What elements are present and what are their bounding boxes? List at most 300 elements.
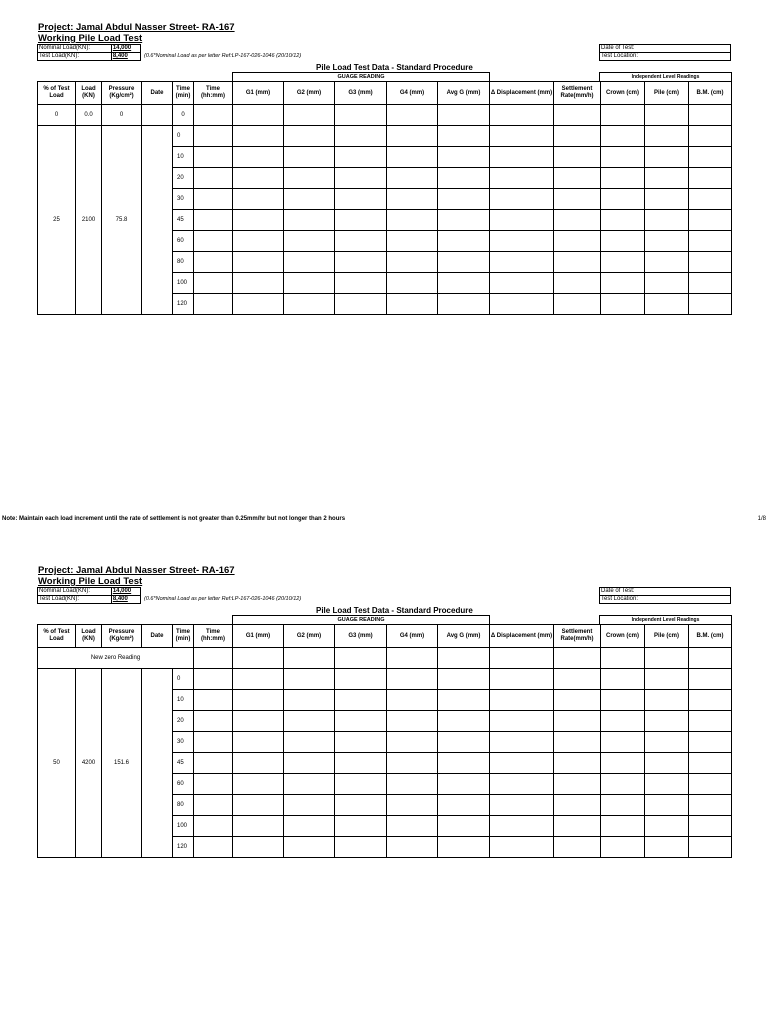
empty-cell xyxy=(438,273,490,294)
empty-cell xyxy=(387,837,438,858)
empty-cell xyxy=(554,231,601,252)
empty-cell xyxy=(335,690,387,711)
column-header: Load (KN) xyxy=(76,625,102,648)
empty-cell xyxy=(438,837,490,858)
empty-cell xyxy=(233,795,284,816)
column-header: Time (min) xyxy=(173,82,194,105)
empty-cell xyxy=(387,147,438,168)
empty-cell xyxy=(194,711,233,732)
empty-cell xyxy=(554,711,601,732)
empty-cell xyxy=(554,273,601,294)
empty-cell xyxy=(284,210,335,231)
empty-cell xyxy=(689,168,732,189)
empty-cell xyxy=(335,669,387,690)
empty-cell xyxy=(554,294,601,315)
empty-cell xyxy=(284,711,335,732)
empty-cell xyxy=(438,774,490,795)
empty-cell xyxy=(689,252,732,273)
stage-pressure: 151.6 xyxy=(102,669,142,858)
header-row xyxy=(38,82,732,105)
empty-cell xyxy=(490,816,554,837)
date-of-test-label: Date of Test: xyxy=(600,588,731,596)
time-min-cell: 0 xyxy=(173,669,194,690)
empty-cell xyxy=(490,732,554,753)
empty-cell xyxy=(284,252,335,273)
empty-cell xyxy=(284,753,335,774)
empty-cell xyxy=(554,189,601,210)
empty-cell xyxy=(438,294,490,315)
column-header: Settlement Rate(mm/h) xyxy=(554,82,601,105)
independent-level-header: Independent Level Readings xyxy=(599,615,732,624)
empty-cell xyxy=(438,126,490,147)
empty-cell xyxy=(689,147,732,168)
time-min-cell: 60 xyxy=(173,231,194,252)
empty-cell xyxy=(554,126,601,147)
empty-cell xyxy=(335,774,387,795)
empty-cell xyxy=(554,816,601,837)
empty-cell xyxy=(689,126,732,147)
empty-cell xyxy=(601,711,645,732)
empty-cell xyxy=(194,252,233,273)
empty-cell xyxy=(490,690,554,711)
empty-cell xyxy=(601,837,645,858)
empty-cell xyxy=(194,816,233,837)
empty-cell xyxy=(601,795,645,816)
empty-cell xyxy=(438,690,490,711)
empty-cell xyxy=(284,189,335,210)
empty-cell xyxy=(233,147,284,168)
empty-cell xyxy=(689,711,732,732)
empty-cell xyxy=(335,711,387,732)
empty-cell xyxy=(284,147,335,168)
time-min-cell: 0 xyxy=(173,126,194,147)
empty-cell xyxy=(645,231,689,252)
column-header: Time (hh:mm) xyxy=(194,82,233,105)
empty-cell xyxy=(601,816,645,837)
column-header: Settlement Rate(mm/h) xyxy=(554,625,601,648)
empty-cell xyxy=(645,168,689,189)
document-subtitle: Working Pile Load Test xyxy=(38,33,143,44)
empty-cell xyxy=(645,753,689,774)
empty-cell xyxy=(490,252,554,273)
empty-cell xyxy=(194,126,233,147)
empty-cell xyxy=(490,795,554,816)
empty-cell xyxy=(689,669,732,690)
column-header: % of Test Load xyxy=(38,625,76,648)
empty-cell xyxy=(233,252,284,273)
empty-cell xyxy=(554,669,601,690)
empty-cell xyxy=(554,753,601,774)
reference-note: (0.6*Nominal Load as per letter Ref:LP-167-026-1046 (20/10/12) xyxy=(144,53,302,59)
column-header: B.M. (cm) xyxy=(689,82,732,105)
empty-cell xyxy=(689,816,732,837)
empty-cell xyxy=(689,774,732,795)
empty-cell xyxy=(645,816,689,837)
empty-cell xyxy=(284,126,335,147)
empty-cell xyxy=(645,774,689,795)
test-info-table xyxy=(599,44,731,61)
empty-cell xyxy=(490,753,554,774)
empty-cell xyxy=(601,210,645,231)
empty-cell xyxy=(233,690,284,711)
column-header: Date xyxy=(142,82,173,105)
project-title: Project: Jamal Abdul Nasser Street- RA-167 xyxy=(38,565,235,576)
empty-cell xyxy=(194,669,233,690)
time-min-cell: 10 xyxy=(173,690,194,711)
column-header: Pile (cm) xyxy=(645,625,689,648)
sheet-1 xyxy=(0,20,768,350)
empty-cell xyxy=(645,837,689,858)
empty-cell xyxy=(490,210,554,231)
empty-cell xyxy=(335,189,387,210)
empty-cell xyxy=(490,231,554,252)
empty-cell xyxy=(284,816,335,837)
empty-cell xyxy=(335,753,387,774)
empty-cell xyxy=(194,168,233,189)
empty-cell xyxy=(689,732,732,753)
empty-cell xyxy=(645,795,689,816)
time-min-cell: 100 xyxy=(173,273,194,294)
empty-cell xyxy=(387,774,438,795)
column-header: Pressure (Kg/cm²) xyxy=(102,625,142,648)
empty-cell xyxy=(554,168,601,189)
data-table xyxy=(37,81,732,315)
empty-cell xyxy=(194,147,233,168)
column-header: G3 (mm) xyxy=(335,82,387,105)
test-location-label: Test Location: xyxy=(600,53,731,61)
empty-cell xyxy=(233,816,284,837)
time-min-cell: 80 xyxy=(173,795,194,816)
column-header: Date xyxy=(142,625,173,648)
empty-cell xyxy=(284,690,335,711)
time-min-cell: 30 xyxy=(173,732,194,753)
empty-cell xyxy=(284,732,335,753)
empty-cell xyxy=(335,816,387,837)
empty-cell xyxy=(284,294,335,315)
zero-pct: 0 xyxy=(38,105,76,126)
empty-cell xyxy=(554,690,601,711)
empty-cell xyxy=(645,210,689,231)
empty-cell xyxy=(689,273,732,294)
empty-cell xyxy=(233,189,284,210)
empty-cell xyxy=(387,273,438,294)
column-header: Δ Displacement (mm) xyxy=(490,625,554,648)
stage-date xyxy=(142,669,173,858)
empty-cell xyxy=(387,294,438,315)
stage-load: 4200 xyxy=(76,669,102,858)
empty-cell xyxy=(645,126,689,147)
time-min-cell: 120 xyxy=(173,294,194,315)
empty-cell xyxy=(194,774,233,795)
empty-cell xyxy=(335,210,387,231)
new-zero-row xyxy=(38,648,732,669)
footer-note: Note: Maintain each load increment until the rate of settlement is not greater than 0.25mm/hr but not longer than 2 hours xyxy=(2,516,346,522)
empty-cell xyxy=(194,273,233,294)
empty-cell xyxy=(554,774,601,795)
empty-cell xyxy=(490,273,554,294)
empty-cell xyxy=(554,837,601,858)
empty-cell xyxy=(689,795,732,816)
empty-cell xyxy=(194,231,233,252)
empty-cell xyxy=(284,795,335,816)
time-min-cell: 120 xyxy=(173,837,194,858)
column-header: G1 (mm) xyxy=(233,625,284,648)
empty-cell xyxy=(601,294,645,315)
empty-cell xyxy=(194,690,233,711)
empty-cell xyxy=(438,732,490,753)
empty-cell xyxy=(689,189,732,210)
document-subtitle: Working Pile Load Test xyxy=(38,576,143,587)
empty-cell xyxy=(233,168,284,189)
empty-cell xyxy=(233,732,284,753)
empty-cell xyxy=(554,147,601,168)
nominal-load-label: Nominal Load(KN): xyxy=(38,45,112,53)
empty-cell xyxy=(233,669,284,690)
column-header: G2 (mm) xyxy=(284,82,335,105)
test-location-label: Test Location: xyxy=(600,596,731,604)
empty-cell xyxy=(689,753,732,774)
empty-cell xyxy=(601,732,645,753)
empty-cell xyxy=(194,837,233,858)
reference-note: (0.6*Nominal Load as per letter Ref:LP-167-026-1046 (20/10/12) xyxy=(144,596,302,602)
zero-date xyxy=(142,105,173,126)
empty-cell xyxy=(490,126,554,147)
column-header: % of Test Load xyxy=(38,82,76,105)
column-header: Crown (cm) xyxy=(601,82,645,105)
empty-cell xyxy=(233,210,284,231)
empty-cell xyxy=(284,669,335,690)
empty-cell xyxy=(689,294,732,315)
column-header: Time (hh:mm) xyxy=(194,625,233,648)
header-row xyxy=(38,625,732,648)
empty-cell xyxy=(645,252,689,273)
test-load-value: 8,400 xyxy=(111,596,140,604)
empty-cell xyxy=(387,711,438,732)
empty-cell xyxy=(645,189,689,210)
empty-cell xyxy=(601,147,645,168)
project-title: Project: Jamal Abdul Nasser Street- RA-167 xyxy=(38,22,235,33)
empty-cell xyxy=(689,837,732,858)
empty-cell xyxy=(387,669,438,690)
time-min-cell: 80 xyxy=(173,252,194,273)
zero-row xyxy=(38,105,732,126)
empty-cell xyxy=(233,774,284,795)
empty-cell xyxy=(601,690,645,711)
empty-cell xyxy=(601,126,645,147)
empty-cell xyxy=(284,837,335,858)
table-row xyxy=(38,126,732,147)
test-info-table xyxy=(599,587,731,604)
column-header: Time (min) xyxy=(173,625,194,648)
empty-cell xyxy=(490,837,554,858)
column-header: G4 (mm) xyxy=(387,625,438,648)
empty-cell xyxy=(554,210,601,231)
nominal-load-value: 14,000 xyxy=(111,588,140,596)
table-title: Pile Load Test Data - Standard Procedure xyxy=(316,63,473,72)
guage-reading-header: GUAGE READING xyxy=(232,72,490,81)
empty-cell xyxy=(601,189,645,210)
empty-cell xyxy=(438,147,490,168)
empty-cell xyxy=(335,147,387,168)
load-info-table xyxy=(37,44,141,61)
zero-load: 0.0 xyxy=(76,105,102,126)
independent-level-header: Independent Level Readings xyxy=(599,72,732,81)
empty-cell xyxy=(387,753,438,774)
empty-cell xyxy=(284,273,335,294)
empty-cell xyxy=(601,168,645,189)
empty-cell xyxy=(554,252,601,273)
column-header: B.M. (cm) xyxy=(689,625,732,648)
page-number: 1/8 xyxy=(757,516,766,522)
empty-cell xyxy=(284,231,335,252)
empty-cell xyxy=(645,732,689,753)
empty-cell xyxy=(490,189,554,210)
empty-cell xyxy=(645,147,689,168)
empty-cell xyxy=(387,126,438,147)
empty-cell xyxy=(601,774,645,795)
empty-cell xyxy=(490,294,554,315)
empty-cell xyxy=(601,252,645,273)
stage-pressure: 75.8 xyxy=(102,126,142,315)
stage-pct: 50 xyxy=(38,669,76,858)
empty-cell xyxy=(335,795,387,816)
empty-cell xyxy=(335,837,387,858)
empty-cell xyxy=(490,774,554,795)
empty-cell xyxy=(233,231,284,252)
empty-cell xyxy=(601,231,645,252)
column-header: Pressure (Kg/cm²) xyxy=(102,82,142,105)
empty-cell xyxy=(387,231,438,252)
empty-cell xyxy=(335,252,387,273)
empty-cell xyxy=(689,210,732,231)
empty-cell xyxy=(387,816,438,837)
time-min-cell: 60 xyxy=(173,774,194,795)
empty-cell xyxy=(233,837,284,858)
empty-cell xyxy=(438,711,490,732)
empty-cell xyxy=(438,669,490,690)
empty-cell xyxy=(335,294,387,315)
test-load-value: 8,400 xyxy=(111,53,140,61)
empty-cell xyxy=(490,168,554,189)
empty-cell xyxy=(554,732,601,753)
empty-cell xyxy=(601,273,645,294)
empty-cell xyxy=(387,795,438,816)
guage-reading-header: GUAGE READING xyxy=(232,615,490,624)
stage-date xyxy=(142,126,173,315)
empty-cell xyxy=(438,210,490,231)
empty-cell xyxy=(601,753,645,774)
test-load-label: Test Load(KN): xyxy=(38,53,112,61)
empty-cell xyxy=(645,294,689,315)
load-info-table xyxy=(37,587,141,604)
column-header: G3 (mm) xyxy=(335,625,387,648)
empty-cell xyxy=(689,231,732,252)
empty-cell xyxy=(335,732,387,753)
column-header: Δ Displacement (mm) xyxy=(490,82,554,105)
time-min-cell: 10 xyxy=(173,147,194,168)
date-of-test-label: Date of Test: xyxy=(600,45,731,53)
column-header: Load (KN) xyxy=(76,82,102,105)
empty-cell xyxy=(387,168,438,189)
column-header: G4 (mm) xyxy=(387,82,438,105)
time-min-cell: 45 xyxy=(173,753,194,774)
stage-load: 2100 xyxy=(76,126,102,315)
column-header: Avg G (mm) xyxy=(438,625,490,648)
empty-cell xyxy=(284,774,335,795)
column-header: Pile (cm) xyxy=(645,82,689,105)
stage-pct: 25 xyxy=(38,126,76,315)
data-table xyxy=(37,624,732,858)
table-title: Pile Load Test Data - Standard Procedure xyxy=(316,606,473,615)
nominal-load-label: Nominal Load(KN): xyxy=(38,588,112,596)
empty-cell xyxy=(335,273,387,294)
empty-cell xyxy=(233,126,284,147)
time-min-cell: 20 xyxy=(173,711,194,732)
empty-cell xyxy=(194,210,233,231)
empty-cell xyxy=(233,711,284,732)
time-min-cell: 30 xyxy=(173,189,194,210)
empty-cell xyxy=(194,753,233,774)
empty-cell xyxy=(194,294,233,315)
empty-cell xyxy=(490,669,554,690)
column-header: Crown (cm) xyxy=(601,625,645,648)
empty-cell xyxy=(645,711,689,732)
empty-cell xyxy=(194,795,233,816)
empty-cell xyxy=(194,189,233,210)
empty-cell xyxy=(438,252,490,273)
empty-cell xyxy=(233,273,284,294)
empty-cell xyxy=(601,669,645,690)
empty-cell xyxy=(335,231,387,252)
column-header: G2 (mm) xyxy=(284,625,335,648)
zero-time: 0 xyxy=(173,105,194,126)
column-header: G1 (mm) xyxy=(233,82,284,105)
empty-cell xyxy=(284,168,335,189)
empty-cell xyxy=(490,711,554,732)
new-zero-label: New zero Reading xyxy=(38,648,194,669)
empty-cell xyxy=(490,147,554,168)
empty-cell xyxy=(335,126,387,147)
time-min-cell: 100 xyxy=(173,816,194,837)
empty-cell xyxy=(387,210,438,231)
zero-pressure: 0 xyxy=(102,105,142,126)
empty-cell xyxy=(194,732,233,753)
sheet-2 xyxy=(0,563,768,893)
empty-cell xyxy=(689,690,732,711)
nominal-load-value: 14,000 xyxy=(111,45,140,53)
empty-cell xyxy=(438,168,490,189)
empty-cell xyxy=(387,252,438,273)
empty-cell xyxy=(233,294,284,315)
test-load-label: Test Load(KN): xyxy=(38,596,112,604)
empty-cell xyxy=(438,231,490,252)
time-min-cell: 20 xyxy=(173,168,194,189)
empty-cell xyxy=(387,732,438,753)
empty-cell xyxy=(645,669,689,690)
empty-cell xyxy=(233,753,284,774)
column-header: Avg G (mm) xyxy=(438,82,490,105)
empty-cell xyxy=(645,273,689,294)
empty-cell xyxy=(438,795,490,816)
empty-cell xyxy=(645,690,689,711)
table-row xyxy=(38,669,732,690)
time-min-cell: 45 xyxy=(173,210,194,231)
empty-cell xyxy=(438,816,490,837)
empty-cell xyxy=(387,690,438,711)
empty-cell xyxy=(438,753,490,774)
empty-cell xyxy=(335,168,387,189)
empty-cell xyxy=(554,795,601,816)
